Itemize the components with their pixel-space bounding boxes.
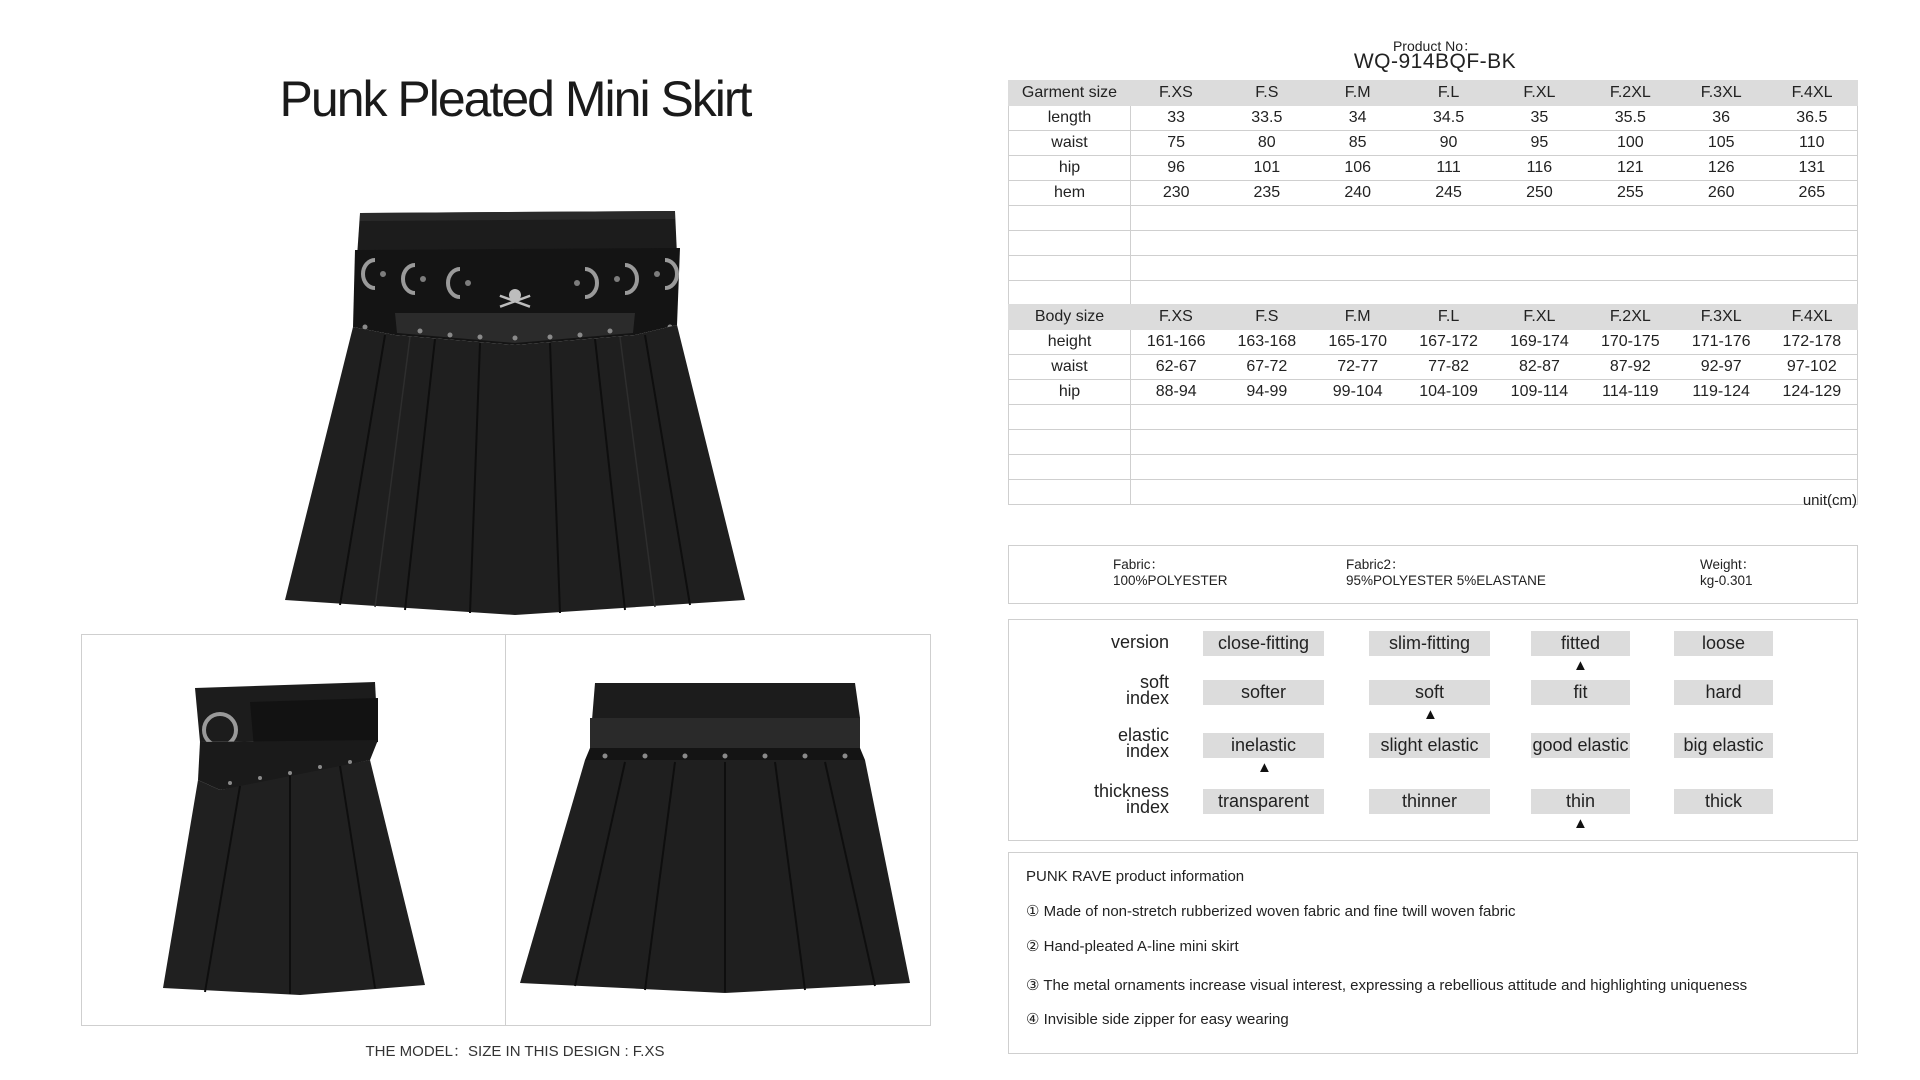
- weight: [1700, 557, 1755, 589]
- header-cell: F.M: [1312, 81, 1403, 106]
- table-cell: 97-102: [1767, 355, 1858, 380]
- table-cell: 105: [1676, 131, 1767, 156]
- table-cell: 82-87: [1494, 355, 1585, 380]
- table-cell: 99-104: [1312, 380, 1403, 405]
- elastic-index-option: inelastic: [1203, 733, 1324, 758]
- index-label-line: soft: [1139, 672, 1169, 692]
- row-label: waist: [1009, 131, 1131, 156]
- elastic-index-selected-marker: ▲: [1257, 759, 1272, 776]
- photo-divider: [505, 634, 506, 1026]
- version-option: fitted: [1531, 631, 1630, 656]
- table-cell: 110: [1767, 131, 1858, 156]
- header-cell: Garment size: [1009, 81, 1131, 106]
- elastic-index-option: good elastic: [1531, 733, 1630, 758]
- elastic-index-option: slight elastic: [1369, 733, 1490, 758]
- table-cell: 101: [1221, 156, 1312, 181]
- table-cell: 109-114: [1494, 380, 1585, 405]
- soft-index-option: fit: [1531, 680, 1630, 705]
- elastic-index-option: big elastic: [1674, 733, 1773, 758]
- soft-index-option: soft: [1369, 680, 1490, 705]
- empty-row: [1009, 206, 1858, 231]
- header-cell: F.XL: [1494, 305, 1585, 330]
- table-cell: 114-119: [1585, 380, 1676, 405]
- version-label: version: [1110, 632, 1169, 652]
- info-item: ④ Invisible side zipper for easy wearing: [1026, 1011, 1289, 1028]
- index-label-line: index: [1125, 741, 1169, 761]
- table-cell: 62-67: [1131, 355, 1222, 380]
- row-label: hem: [1009, 181, 1131, 206]
- table-cell: 67-72: [1221, 355, 1312, 380]
- table-cell: 167-172: [1403, 330, 1494, 355]
- table-cell: 131: [1767, 156, 1858, 181]
- table-cell: 94-99: [1221, 380, 1312, 405]
- table-cell: 90: [1403, 131, 1494, 156]
- table-cell: 161-166: [1131, 330, 1222, 355]
- table-cell: 169-174: [1494, 330, 1585, 355]
- info-item: ② Hand-pleated A-line mini skirt: [1026, 938, 1239, 955]
- index-label-line: thickness: [1093, 781, 1169, 801]
- product-no-value: WQ-914BQF-BK: [1353, 50, 1517, 73]
- table-cell: 172-178: [1767, 330, 1858, 355]
- header-cell: F.XS: [1131, 81, 1222, 106]
- table-cell: 124-129: [1767, 380, 1858, 405]
- empty-row: [1009, 256, 1858, 281]
- soft-index-option: softer: [1203, 680, 1324, 705]
- soft-index-selected-marker: ▲: [1423, 706, 1438, 723]
- empty-row: [1009, 455, 1858, 480]
- table-cell: 34: [1312, 106, 1403, 131]
- table-cell: 106: [1312, 156, 1403, 181]
- table-cell: 240: [1312, 181, 1403, 206]
- table-cell: 92-97: [1676, 355, 1767, 380]
- info-item: ① Made of non-stretch rubberized woven fabric and fine twill woven fabric: [1026, 903, 1516, 920]
- header-cell: Body size: [1009, 305, 1131, 330]
- table-cell: 170-175: [1585, 330, 1676, 355]
- header-cell: F.2XL: [1585, 81, 1676, 106]
- table-cell: 87-92: [1585, 355, 1676, 380]
- table-row: [1009, 156, 1858, 181]
- header-cell: F.XS: [1131, 305, 1222, 330]
- table-cell: 165-170: [1312, 330, 1403, 355]
- table-cell: 104-109: [1403, 380, 1494, 405]
- header-cell: F.M: [1312, 305, 1403, 330]
- garment-size-header: [1009, 81, 1858, 106]
- table-cell: 255: [1585, 181, 1676, 206]
- header-cell: F.4XL: [1767, 305, 1858, 330]
- table-row: [1009, 330, 1858, 355]
- table-cell: 230: [1131, 181, 1222, 206]
- empty-row: [1009, 405, 1858, 430]
- table-cell: 235: [1221, 181, 1312, 206]
- table-cell: 111: [1403, 156, 1494, 181]
- thickness-index-option: thinner: [1369, 789, 1490, 814]
- thickness-index-selected-marker: ▲: [1573, 815, 1588, 832]
- table-cell: 171-176: [1676, 330, 1767, 355]
- fabric2-label: Fabric2：: [1346, 557, 1405, 572]
- header-cell: F.L: [1403, 305, 1494, 330]
- unit-row: [1009, 480, 1858, 505]
- table-cell: 72-77: [1312, 355, 1403, 380]
- table-cell: 163-168: [1221, 330, 1312, 355]
- table-cell: 100: [1585, 131, 1676, 156]
- table-cell: 250: [1494, 181, 1585, 206]
- thickness-index-option: thick: [1674, 789, 1773, 814]
- table-cell: 245: [1403, 181, 1494, 206]
- table-cell: 34.5: [1403, 106, 1494, 131]
- table-row: [1009, 355, 1858, 380]
- version-selected-marker: ▲: [1573, 657, 1588, 674]
- empty-row: [1009, 281, 1858, 306]
- table-cell: 260: [1676, 181, 1767, 206]
- info-title: PUNK RAVE product information: [1026, 868, 1245, 885]
- product-no-label: Product No：: [1392, 38, 1478, 54]
- fabric2: [1346, 557, 1546, 589]
- header-cell: F.S: [1221, 305, 1312, 330]
- header-cell: F.4XL: [1767, 81, 1858, 106]
- fabric2-value: 95%POLYESTER 5%ELASTANE: [1346, 573, 1546, 588]
- row-label: hip: [1009, 156, 1131, 181]
- row-label: waist: [1009, 355, 1131, 380]
- table-cell: 33: [1131, 106, 1222, 131]
- version-option: slim-fitting: [1369, 631, 1490, 656]
- fabric1-label: Fabric：: [1113, 557, 1165, 572]
- fabric1: [1113, 557, 1228, 589]
- table-cell: 95: [1494, 131, 1585, 156]
- row-label: length: [1009, 106, 1131, 131]
- elastic-index-label: [1049, 727, 1169, 759]
- table-cell: 96: [1131, 156, 1222, 181]
- table-cell: 121: [1585, 156, 1676, 181]
- table-cell: 35.5: [1585, 106, 1676, 131]
- empty-row: [1009, 430, 1858, 455]
- table-cell: 75: [1131, 131, 1222, 156]
- row-label: height: [1009, 330, 1131, 355]
- header-cell: F.2XL: [1585, 305, 1676, 330]
- header-cell: F.XL: [1494, 81, 1585, 106]
- thickness-index-label: [1049, 783, 1169, 815]
- soft-index-label: [1049, 674, 1169, 706]
- row-label: hip: [1009, 380, 1131, 405]
- weight-value: kg-0.301: [1700, 573, 1753, 588]
- header-cell: F.3XL: [1676, 81, 1767, 106]
- header-cell: F.3XL: [1676, 305, 1767, 330]
- thickness-index-option: transparent: [1203, 789, 1324, 814]
- info-item: ③ The metal ornaments increase visual interest, expressing a rebellious attitude and highlighting uniqueness: [1026, 977, 1748, 994]
- index-label-line: index: [1125, 797, 1169, 817]
- garment-size-table: [1008, 80, 1858, 306]
- unit-label: unit(cm): [1802, 492, 1857, 509]
- table-row: [1009, 131, 1858, 156]
- soft-index-option: hard: [1674, 680, 1773, 705]
- table-row: [1009, 380, 1858, 405]
- page-title: Punk Pleated Mini Skirt: [279, 71, 751, 127]
- table-cell: 80: [1221, 131, 1312, 156]
- body-size-table: [1008, 304, 1858, 509]
- table-cell: 36: [1676, 106, 1767, 131]
- empty-row: [1009, 231, 1858, 256]
- index-label-line: index: [1125, 688, 1169, 708]
- skirt-back-image: [515, 678, 915, 998]
- header-cell: F.L: [1403, 81, 1494, 106]
- index-label-line: elastic: [1117, 725, 1169, 745]
- table-cell: 85: [1312, 131, 1403, 156]
- table-cell: 126: [1676, 156, 1767, 181]
- fabric-info-box: [1008, 545, 1858, 604]
- weight-label: Weight：: [1700, 557, 1756, 572]
- version-option: loose: [1674, 631, 1773, 656]
- fabric1-value: 100%POLYESTER: [1113, 573, 1228, 588]
- table-cell: 116: [1494, 156, 1585, 181]
- table-cell: 265: [1767, 181, 1858, 206]
- version-option: close-fitting: [1203, 631, 1324, 656]
- product-info-box: [1008, 852, 1858, 1054]
- table-cell: 77-82: [1403, 355, 1494, 380]
- thickness-index-option: thin: [1531, 789, 1630, 814]
- table-row: [1009, 106, 1858, 131]
- table-cell: 33.5: [1221, 106, 1312, 131]
- table-cell: 119-124: [1676, 380, 1767, 405]
- skirt-front-image: [275, 205, 755, 620]
- table-cell: 35: [1494, 106, 1585, 131]
- table-row: [1009, 181, 1858, 206]
- skirt-side-image: [160, 680, 440, 1000]
- header-cell: F.S: [1221, 81, 1312, 106]
- table-cell: 88-94: [1131, 380, 1222, 405]
- table-cell: 36.5: [1767, 106, 1858, 131]
- body-size-header: [1009, 305, 1858, 330]
- fit-index-box: [1008, 619, 1858, 841]
- model-size-note: THE MODEL：SIZE IN THIS DESIGN : F.XS: [365, 1043, 665, 1060]
